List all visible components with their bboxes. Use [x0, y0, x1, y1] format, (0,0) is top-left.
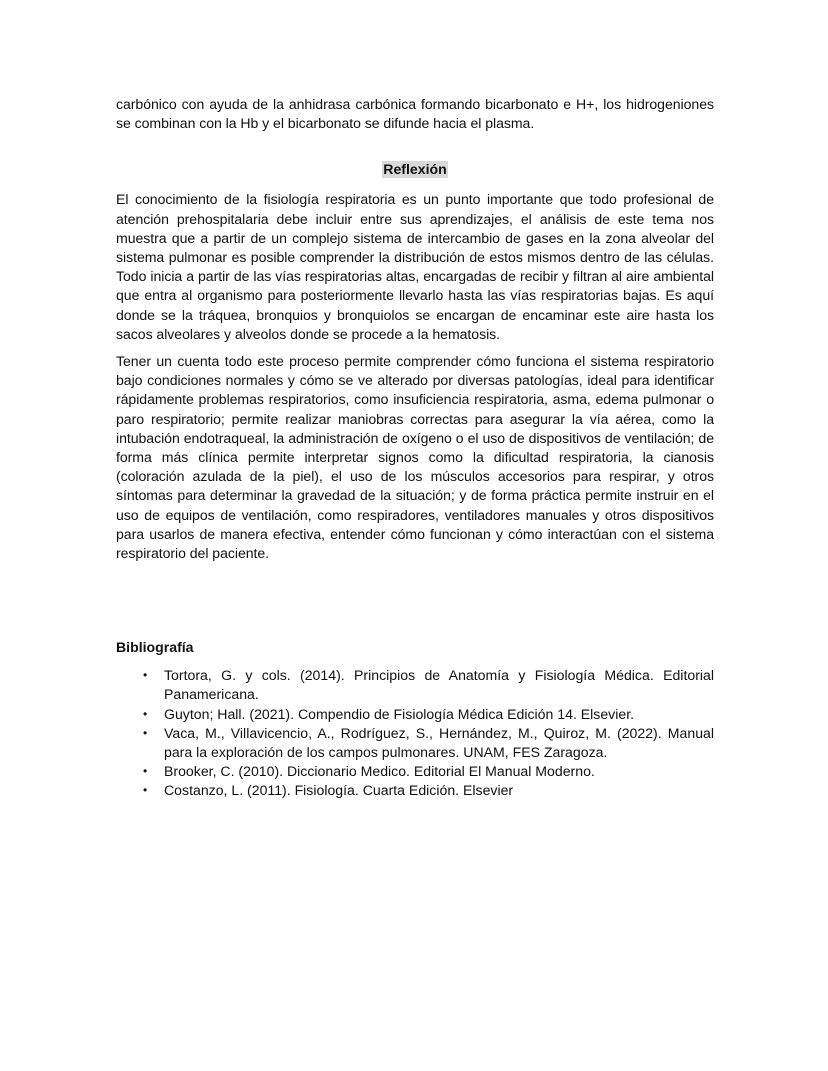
reference-text: Tortora, G. y cols. (2014). Principios de Anatomía y Fisiología Médica. Editorial Panamericana. [164, 667, 714, 703]
reference-item [116, 781, 714, 800]
reflexion-paragraph-1: El conocimiento de la fisiología respiratoria es un punto importante que todo profesional de atención prehospitalaria debe incluir entre sus aprendizajes, el análisis de este tema nos muestra que a partir de un complejo sistema de intercambio de gases en la zona alveolar del sistema pulmonar es posible comprender la distribución de estos mismos dentro de las células. Todo inicia a partir de las vías respiratorias altas, encargadas de recibir y filtran al aire ambiental que entra al organismo para posteriormente llevarlo hasta las vías respiratorias bajas. Es aquí donde se la tráquea, bronquios y bronquiolos se encargan de encaminar este aire hasta los sacos alveolares y alveolos donde se procede a la hematosis. [116, 191, 714, 342]
reference-list [116, 666, 714, 800]
intro-paragraph: carbónico con ayuda de la anhidrasa carbónica formando bicarbonato e H+, los hidrogeniones se combinan con la Hb y el bicarbonato se difunde hacia el plasma. [116, 96, 714, 132]
bullet-icon: • [143, 783, 148, 798]
reflexion-paragraph-2: Tener un cuenta todo este proceso permite comprender cómo funciona el sistema respiratorio bajo condiciones normales y cómo se ve alterado por diversas patologías, ideal para identificar rápidamente problemas respiratorios, como insuficiencia respiratoria, asma, edema pulmonar o paro respiratorio; permite realizar maniobras correctas para asegurar la vía aérea, como la intubación endotraqueal, la administración de oxígeno o el uso de dispositivos de ventilación; de forma más clínica permite interpretar signos como la dificultad respiratoria, la cianosis (coloración azulada de la piel), el uso de los músculos accesorios para respirar, y otros síntomas para determinar la gravedad de la situación; y de forma práctica permite instruir en el uso de equipos de ventilación, como respiradores, ventiladores manuales y otros dispositivos para usarlos de manera efectiva, entender cómo funcionan y cómo interactúan con el sistema respiratorio del paciente. [116, 353, 714, 562]
document-page [116, 95, 714, 801]
bibliografia-heading: Bibliografía [116, 639, 194, 656]
reflexion-heading-wrapper [116, 161, 714, 181]
bullet-icon: • [143, 706, 148, 721]
reference-item [116, 724, 714, 762]
bullet-icon: • [143, 725, 148, 740]
reflexion-heading: Reflexión [383, 161, 447, 178]
bullet-icon: • [143, 764, 148, 779]
reference-text: Vaca, M., Villavicencio, A., Rodríguez, S., Hernández, M., Quiroz, M. (2022). Manual para la exploración de los campos pulmonares. UNAM, FES Zaragoza. [164, 724, 714, 761]
reference-text: Brooker, C. (2010). Diccionario Medico. Editorial El Manual Moderno. [164, 763, 595, 780]
reference-item [116, 705, 714, 724]
reference-text: Guyton; Hall. (2021). Compendio de Fisiología Médica Edición 14. Elsevier. [164, 705, 635, 722]
reference-item [116, 666, 714, 704]
bullet-icon: • [143, 668, 148, 683]
reference-item [116, 762, 714, 781]
reference-text: Costanzo, L. (2011). Fisiología. Cuarta Edición. Elsevier [164, 782, 514, 799]
